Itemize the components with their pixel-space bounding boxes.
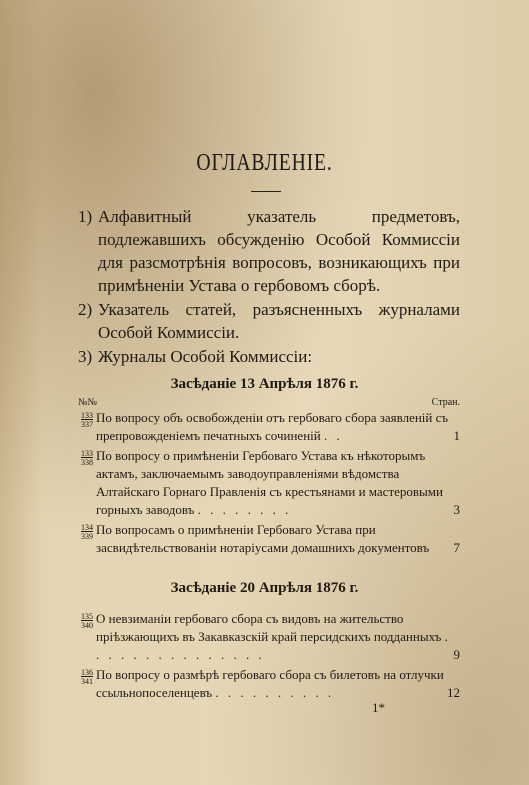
entry-text: О невзиманіи гербоваго сбора съ видовъ на жительство пріѣзжающихъ въ Закавказскій край персидскихъ подданныхъ: [96, 611, 442, 644]
column-header: [78, 397, 460, 408]
entry-numbers: [78, 521, 96, 557]
leader-dots: . . . . . . . .: [197, 502, 292, 517]
toc-item: [78, 205, 460, 297]
entry-text: По вопросу о примѣненіи Гербоваго Устава къ нѣкоторымъ актамъ, заключаемымъ заводоуправленіями вѣдомства Алтайскаго Горнаго Правленія съ крестьянами и мастеровыми горныхъ заводовъ: [96, 448, 443, 517]
entry-number-top: 133: [81, 411, 93, 420]
entry-page: 3: [453, 502, 460, 517]
toc-item-text: Указатель статей, разъясненныхъ журналами Особой Коммиссіи.: [98, 300, 460, 342]
entry-page: 7: [453, 540, 460, 555]
entry-numbers: [78, 666, 96, 702]
toc-item-number: 2): [78, 300, 93, 319]
session-heading: Засѣданіе 13 Апрѣля 1876 г.: [170, 376, 359, 392]
entry-text: По вопросу о размѣрѣ гербоваго сбора съ билетовъ на отлучки ссыльнопоселенцевъ: [96, 667, 444, 700]
entry-number-bottom: 341: [81, 677, 93, 686]
entry-number-bottom: 338: [81, 458, 93, 467]
leader-dots: . . . . . . . . . . . . . . .: [96, 629, 451, 662]
entry-text: По вопросу объ освобожденіи отъ гербоваго сбора заявленій съ препровожденіемъ печатныхъ сочиненій: [96, 410, 449, 443]
entry-number-top: 133: [81, 449, 93, 458]
entry-number-top: 134: [81, 523, 93, 532]
entry-page: 9: [453, 647, 460, 662]
toc-item-number: 3): [78, 347, 93, 366]
leader-dots: . . . . . . . . . .: [215, 685, 335, 700]
journal-entry: [78, 409, 460, 445]
entry-numbers: [78, 409, 96, 445]
session-entries: [78, 610, 460, 704]
entry-numbers: [78, 447, 96, 519]
journal-entry: [78, 447, 460, 519]
entry-text: По вопросамъ о примѣненіи Гербоваго Устава при засвидѣтельствованіи нотаріусами домашнихъ документовъ: [96, 522, 430, 555]
journal-entry: [78, 521, 460, 557]
leader-dots: . .: [323, 428, 343, 443]
journal-entry: [78, 666, 460, 702]
entry-number-top: 135: [81, 612, 93, 621]
session-entries: [78, 409, 460, 559]
entry-number-top: 136: [81, 668, 93, 677]
page-title: ОГЛАВЛЕНІЕ.: [196, 150, 333, 176]
journal-entry: [78, 610, 460, 664]
column-page-label: Стран.: [431, 397, 460, 408]
session-heading: Засѣданіе 20 Апрѣля 1876 г.: [170, 580, 359, 596]
signature-mark: 1*: [372, 700, 385, 715]
toc-item-number: 1): [78, 207, 93, 226]
entry-number-bottom: 337: [81, 420, 93, 429]
entry-numbers: [78, 610, 96, 664]
toc-item-text: Алфавитный указатель предметовъ, подлежавшихъ обсужденію Особой Коммиссіи для разсмотрѣнія вопросовъ, возникающихъ при примѣненіи Устава о гербовомъ сборѣ.: [98, 207, 460, 295]
entry-page: 1: [453, 428, 460, 443]
entry-number-bottom: 340: [81, 621, 93, 630]
toc-list: [78, 205, 460, 368]
title-rule: [251, 191, 281, 192]
entry-page: 12: [447, 685, 460, 700]
column-number-label: №№: [78, 397, 98, 408]
toc-item: [78, 345, 460, 368]
entry-number-bottom: 339: [81, 532, 93, 541]
toc-item: [78, 298, 460, 344]
toc-item-text: Журналы Особой Коммиссіи:: [98, 347, 313, 366]
